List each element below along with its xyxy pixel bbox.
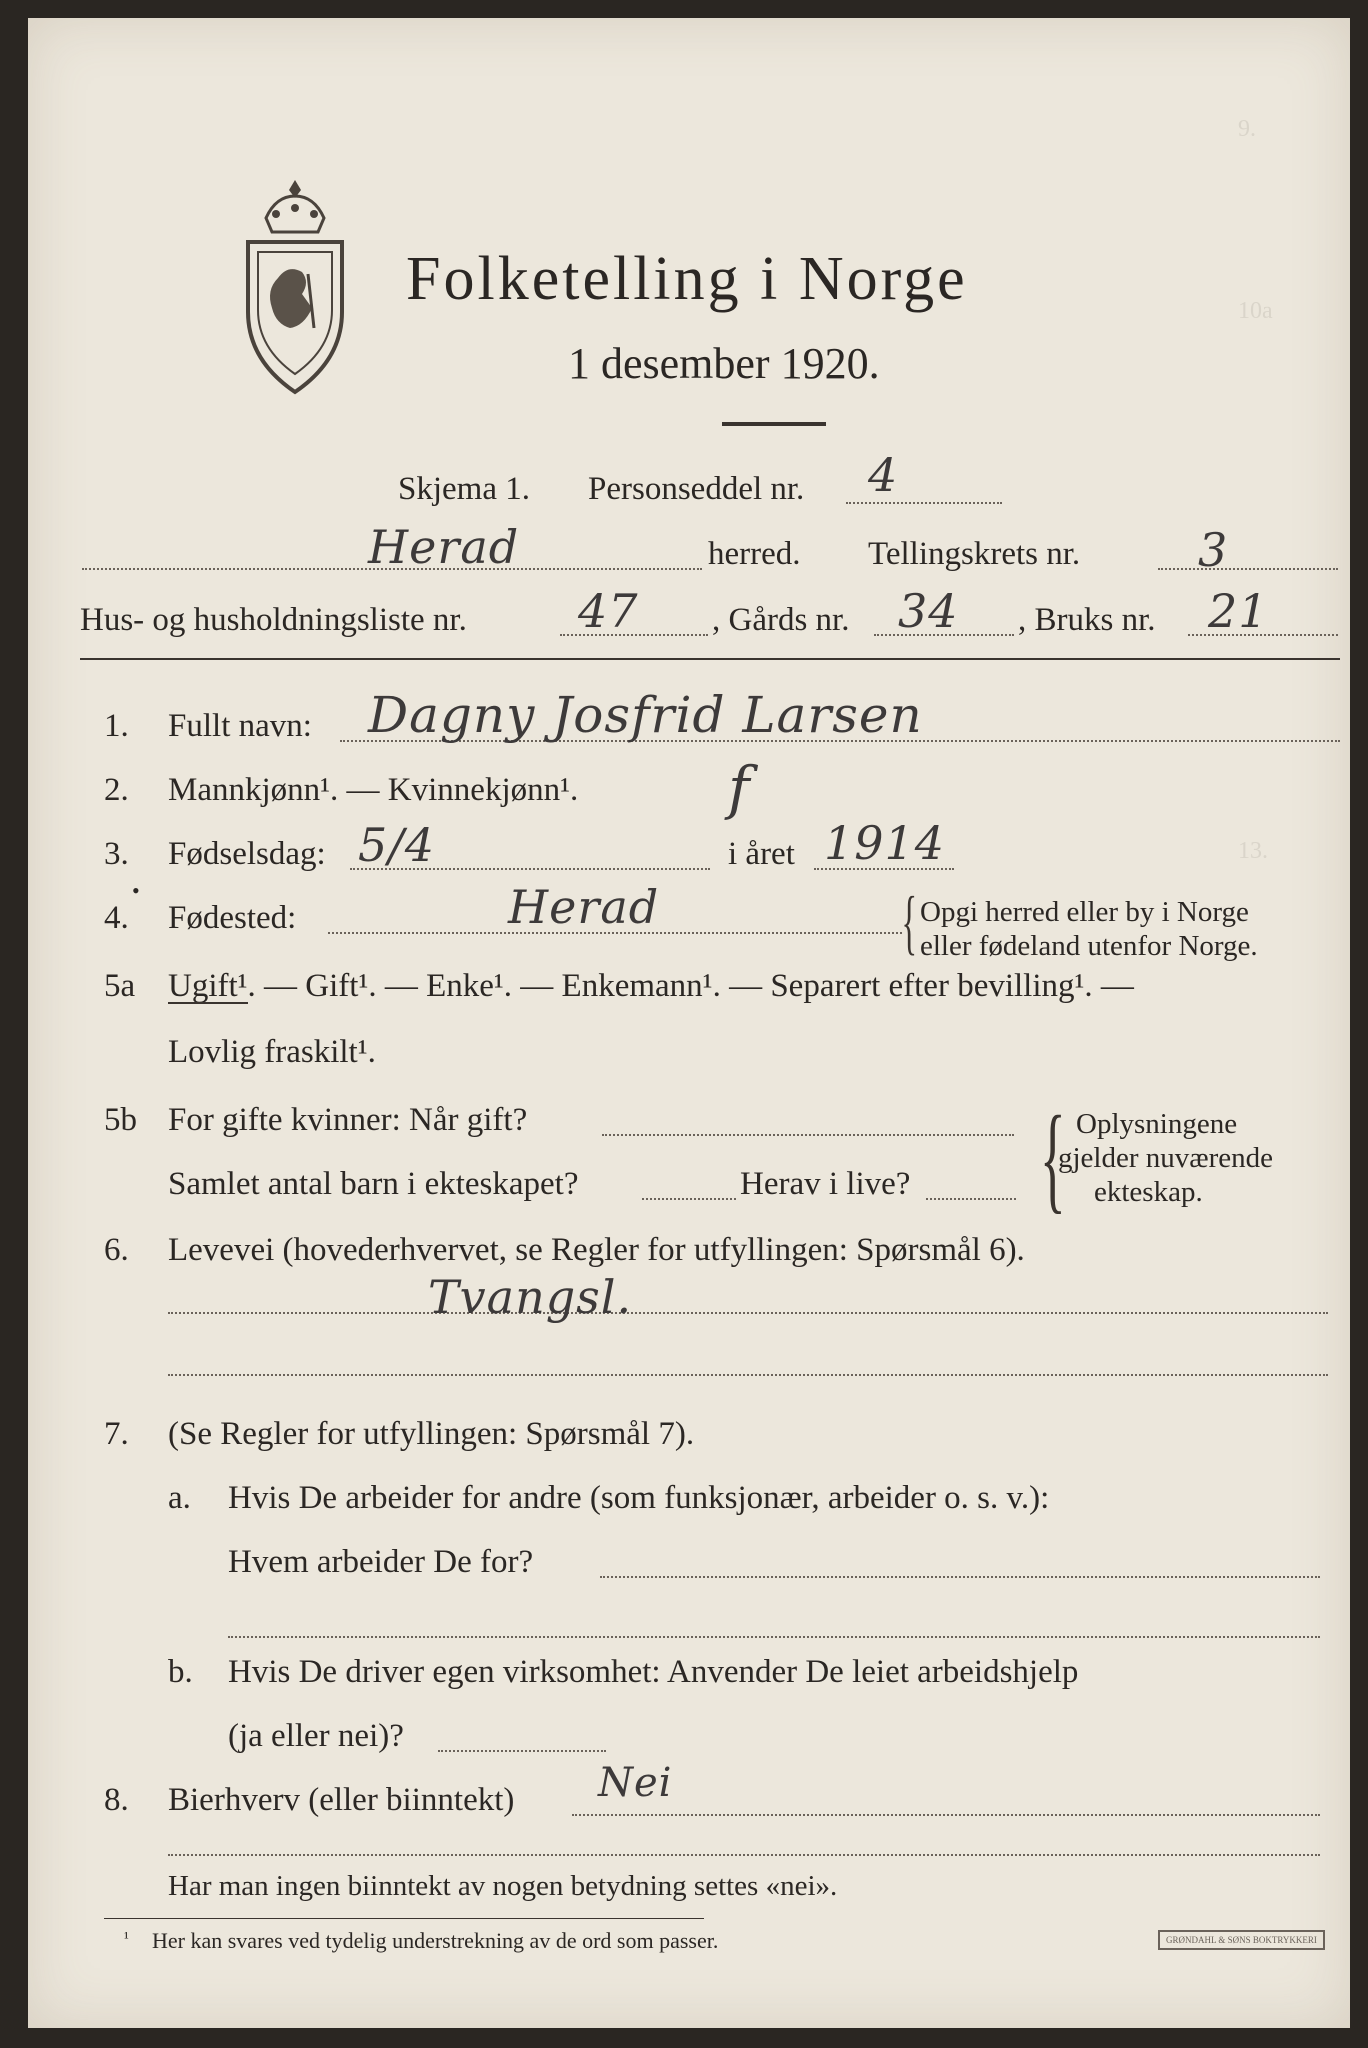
q6-field-line-1 [168,1312,1328,1314]
q6-label: Levevei (hovederhvervet, se Regler for utfyllingen: Spørsmål 6). [168,1232,1025,1268]
q7-number: 7. [104,1416,129,1452]
hus-label: Hus- og husholdningsliste nr. [80,602,467,638]
personseddel-value: 4 [868,448,899,502]
q7b-field-line [438,1750,606,1752]
q5b-note-brace: { [1039,1091,1066,1224]
q8-field-line [572,1814,1320,1816]
q5a-line1: Ugift¹. — Gift¹. — Enke¹. — Enkemann¹. — Separert efter bevilling¹. — [168,968,1134,1004]
printer-stamp: GRØNDAHL & SØNS BOKTRYKKERI [1158,1930,1325,1950]
ugift-underline [168,1002,248,1004]
ink-dot: • [132,878,140,903]
q5b-children-field-line [642,1198,736,1200]
q1-number: 1. [104,708,129,744]
q1-label: Fullt navn: [168,708,312,744]
q3-number: 3. [104,836,129,872]
q8-value: Nei [598,1760,673,1806]
bruks-label: , Bruks nr. [1018,602,1156,638]
q7a-line1: Hvis De arbeider for andre (som funksjonær, arbeider o. s. v.): [228,1480,1050,1516]
q5b-number: 5b [104,1102,137,1138]
bleed-through-text: 13. [1238,838,1268,864]
q5b-note2: gjelder nuværende [1058,1142,1274,1174]
q7a-line2: Hvem arbeider De for? [228,1544,534,1580]
bottom-note: Har man ingen biinntekt av nogen betydning settes «nei». [168,1870,838,1902]
q4-value: Herad [508,880,660,934]
q7-label: (Se Regler for utfyllingen: Spørsmål 7). [168,1416,695,1452]
q3-year-label: i året [728,836,795,872]
title-divider [722,422,826,426]
q5b-note1: Oplysningene [1076,1108,1238,1140]
tellingskrets-label: Tellingskrets nr. [868,536,1081,572]
bleed-through-text: 9. [1238,116,1256,142]
q6-value: Tvangsl. [428,1270,633,1324]
q8-number: 8. [104,1782,129,1818]
q4-note-line2: eller fødeland utenfor Norge. [920,930,1258,962]
q7a-field-line-1 [600,1576,1320,1578]
tellingskrets-value: 3 [1198,523,1229,577]
q5b-alive-field-line [926,1198,1016,1200]
q3-label: Fødselsdag: [168,836,326,872]
form-date: 1 desember 1920. [568,339,880,388]
coat-of-arms-icon [236,178,354,398]
tellingskrets-field-line [1158,568,1338,570]
q5b-when-field-line [602,1134,1014,1136]
form-title: Folketelling i Norge [406,245,968,313]
q7a-letter: a. [168,1480,191,1516]
census-form-page [28,18,1350,2028]
q5b-note3: ekteskap. [1094,1176,1203,1208]
q4-note-brace: { [901,882,918,962]
q8-label: Bierhverv (eller biinntekt) [168,1782,515,1818]
header-separator [80,658,1340,660]
gards-value: 34 [898,584,959,638]
q5a-number: 5a [104,968,136,1004]
q5b-line1: For gifte kvinner: Når gift? [168,1102,528,1138]
q7b-line2: (ja eller nei)? [228,1718,404,1754]
q4-label: Fødested: [168,900,297,936]
personseddel-field-line [846,502,1002,504]
q2-number: 2. [104,772,129,808]
q3-day-value: 5/4 [358,818,436,872]
footnote-separator [104,1918,704,1919]
bruks-value: 21 [1208,584,1269,638]
q6-number: 6. [104,1232,129,1268]
q4-note-line1: Opgi herred eller by i Norge [920,896,1249,928]
q1-value: Dagny Josfrid Larsen [368,686,923,744]
footnote-mark: ¹ [124,1930,129,1947]
q3-year-value: 1914 [824,816,946,870]
q5b-line2b: Herav i live? [740,1166,911,1202]
personseddel-label: Personseddel nr. [588,471,805,507]
herred-value: Herad [368,520,520,574]
q4-number: 4. [104,900,129,936]
q7b-line1: Hvis De driver egen virksomhet: Anvender De leiet arbeidshjelp [228,1654,1079,1690]
bleed-through-text: 10a [1238,298,1273,324]
q8-extra-field-line [168,1854,1320,1856]
herred-label: herred. [708,536,801,572]
q6-field-line-2 [168,1374,1328,1376]
footnote-text: Her kan svares ved tydelig understrekning av de ord som passer. [152,1928,719,1953]
hus-value: 47 [578,584,639,638]
skjema-label: Skjema 1. [398,471,530,507]
gards-label: , Gårds nr. [712,602,850,638]
q2-label: Mannkjønn¹. — Kvinnekjønn¹. [168,772,579,808]
q5b-line2a: Samlet antal barn i ekteskapet? [168,1166,579,1202]
q2-mark: f [728,754,751,822]
q5a-line2: Lovlig fraskilt¹. [168,1034,376,1070]
q7b-letter: b. [168,1654,193,1690]
q7a-field-line-2 [228,1636,1320,1638]
